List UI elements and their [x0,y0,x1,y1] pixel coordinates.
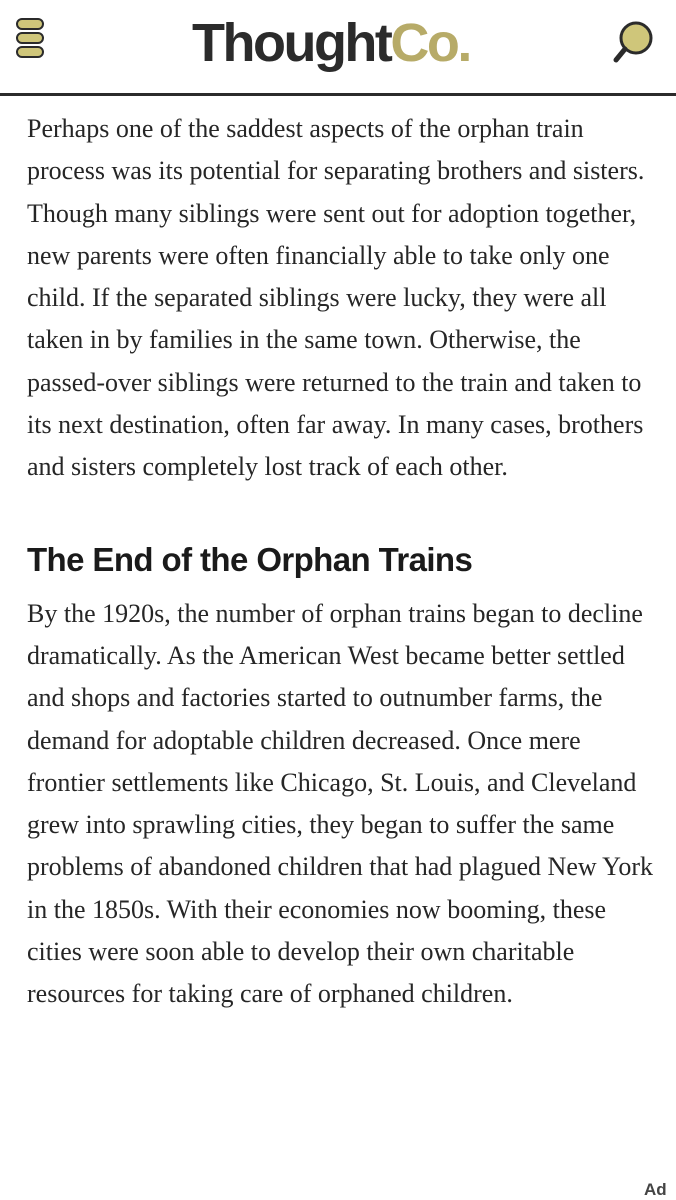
menu-bar [16,32,44,44]
search-magnifier-icon[interactable] [612,18,658,64]
menu-bar [16,46,44,58]
logo-main-text: Thought [192,13,391,73]
site-header [0,0,676,96]
site-logo[interactable] [192,8,492,78]
article-paragraph: Perhaps one of the saddest aspects of the orphan train process was its potential for separating brothers and sisters. Though many siblings were sent out for adoption together, new parents were often financially able to take only one child. If the separated siblings were lucky, they were all taken in by families in the same town. Otherwise, the passed-over siblings were returned to the train and taken to its next destination, often far away. In many cases, brothers and sisters completely lost track of each other. [27,114,645,482]
search-icon-graphic [612,18,658,64]
article-body [27,108,657,1016]
section-heading: The End of the Orphan Trains [27,540,473,578]
ad-label[interactable]: Ad [644,1180,667,1199]
hamburger-menu-icon[interactable] [16,18,46,60]
article-paragraph: By the 1920s, the number of orphan trains began to decline dramatically. As the American West became better settled and shops and factories started to outnumber farms, the demand for adoptable children decreased. Once mere frontier settlements like Chicago, St. Louis, and Cleveland grew into sprawling cities, they began to suffer the same problems of abandoned children that had plagued New York in the 1850s. With their economies now booming, these cities were soon able to develop their own charitable resources for taking care of orphaned children. [27,598,654,1009]
menu-bar [16,18,44,30]
logo-accent-text: Co. [390,13,470,73]
